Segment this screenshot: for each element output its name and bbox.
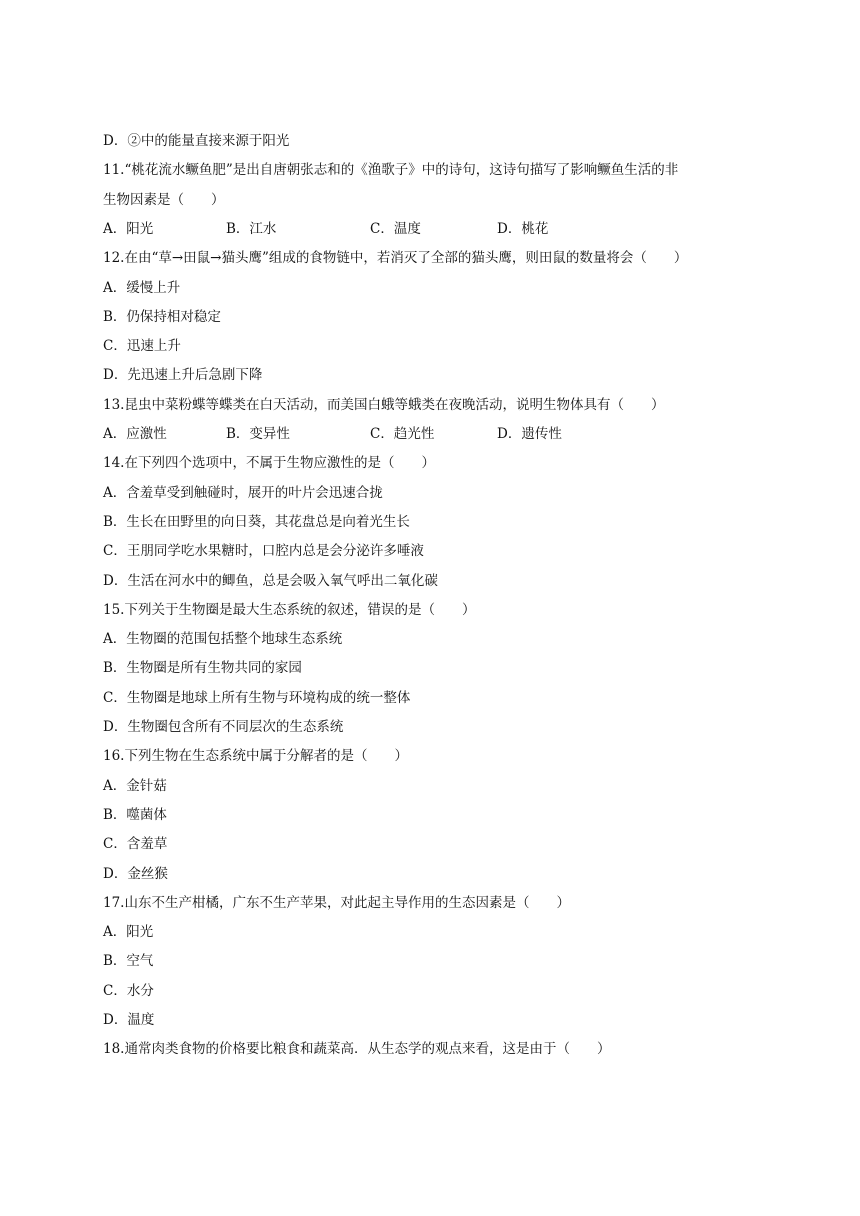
answer-option: A．应激性	[103, 426, 167, 442]
answer-option: B．噬菌体	[103, 807, 167, 823]
answer-option: A．阳光	[103, 221, 154, 237]
answer-option: 生物因素是（ ）	[103, 192, 225, 208]
question-text: 15.下列关于生物圈是最大生态系统的叙述，错误的是（ ）	[103, 602, 476, 618]
answer-option: B．空气	[103, 953, 154, 969]
answer-option: C．王朋同学吃水果糖时，口腔内总是会分泌许多唾液	[103, 543, 424, 559]
answer-option: C．温度	[370, 221, 421, 237]
question-text: 13.昆虫中菜粉蝶等蝶类在白天活动，而美国白蛾等蛾类在夜晚活动，说明生物体具有（ ）	[103, 397, 665, 413]
question-text: 17.山东不生产柑橘，广东不生产苹果，对此起主导作用的生态因素是（ ）	[103, 895, 570, 911]
answer-option: C．含羞草	[103, 836, 168, 852]
answer-option: C．水分	[103, 983, 154, 999]
answer-option: B．生物圈是所有生物共同的家园	[103, 660, 302, 676]
answer-option: D．遗传性	[497, 426, 562, 442]
question-text: 14.在下列四个选项中，不属于生物应激性的是（ ）	[103, 455, 435, 471]
answer-option: C．趋光性	[370, 426, 435, 442]
question-text: 18.通常肉类食物的价格要比粮食和蔬菜高．从生态学的观点来看，这是由于（ ）	[103, 1041, 611, 1057]
answer-option: A．阳光	[103, 924, 154, 940]
answer-option: A．生物圈的范围包括整个地球生态系统	[103, 631, 343, 647]
question-text: 16.下列生物在生态系统中属于分解者的是（ ）	[103, 748, 408, 764]
answer-option: A．金针菇	[103, 778, 167, 794]
question-text: 12.在由“草→田鼠→猫头鹰”组成的食物链中，若消灭了全部的猫头鹰，则田鼠的数量将会（ ）	[103, 250, 688, 266]
answer-option: B．生长在田野里的向日葵，其花盘总是向着光生长	[103, 514, 410, 530]
answer-option: D．生活在河水中的鲫鱼，总是会吸入氧气呼出二氧化碳	[103, 573, 438, 589]
answer-option: C．生物圈是地球上所有生物与环境构成的统一整体	[103, 690, 411, 706]
question-text: 11.“桃花流水鳜鱼肥”是出自唐朝张志和的《渔歌子》中的诗句，这诗句描写了影响鳜鱼生活的非	[103, 162, 679, 178]
answer-option: B．变异性	[226, 426, 290, 442]
answer-option: D．温度	[103, 1012, 155, 1028]
answer-option: D．金丝猴	[103, 866, 168, 882]
answer-option: A．含羞草受到触碰时，展开的叶片会迅速合拢	[103, 485, 383, 501]
answer-option: B．仍保持相对稳定	[103, 309, 221, 325]
answer-option: C．迅速上升	[103, 338, 181, 354]
answer-option: D．先迅速上升后急剧下降	[103, 367, 263, 383]
answer-option: D．桃花	[497, 221, 549, 237]
answer-option: A．缓慢上升	[103, 280, 181, 296]
answer-option: D．生物圈包含所有不同层次的生态系统	[103, 719, 344, 735]
answer-option: D．②中的能量直接来源于阳光	[103, 133, 290, 149]
answer-option: B．江水	[226, 221, 277, 237]
